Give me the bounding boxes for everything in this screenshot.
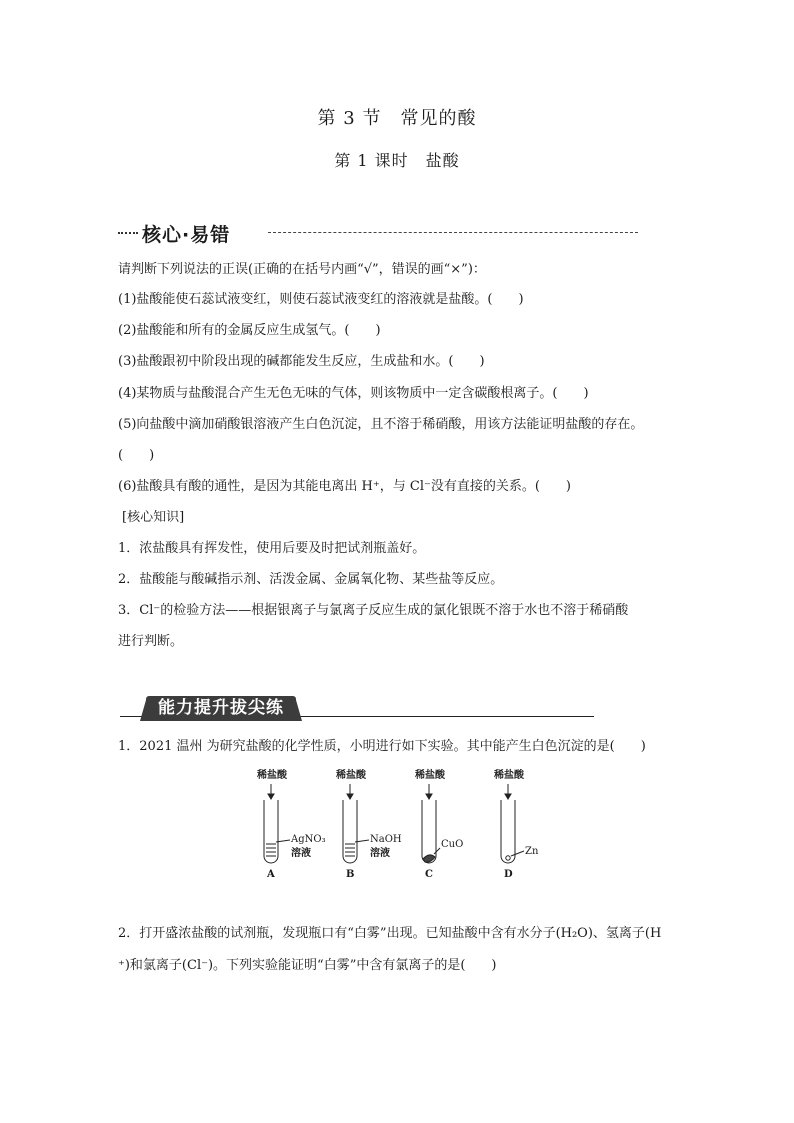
tube-d-reagent: Zn: [525, 846, 539, 857]
knowledge-item-1: 1．浓盐酸具有挥发性，使用后要及时把试剂瓶盖好。: [118, 541, 426, 556]
tube-b-letter: B: [346, 869, 355, 880]
statement-6: (6)盐酸具有酸的通性，是因为其能电离出 H⁺，与 Cl⁻没有直接的关系。( ): [118, 479, 571, 494]
test-tube-drawing: [240, 768, 570, 883]
knowledge-item-3-cont: 进行判断。: [118, 634, 184, 649]
page-title: 第 3 节 常见的酸: [317, 108, 477, 129]
question-2-line-2: ⁺)和氯离子(Cl⁻)。下列实验能证明“白雾”中含有氯离子的是( ): [118, 958, 497, 973]
knowledge-item-2: 2．盐酸能与酸碱指示剂、活泼金属、金属氧化物、某些盐等反应。: [118, 572, 504, 587]
tube-c-reagent: CuO: [441, 839, 464, 850]
question-1: 1．2021 温州 为研究盐酸的化学性质，小明进行如下实验。其中能产生白色沉淀的是( ): [118, 739, 646, 754]
core-intro: 请判断下列说法的正误(正确的在括号内画“√”，错误的画“×”)：: [118, 262, 486, 277]
section-ability-header: [120, 696, 594, 722]
section-leader-dots: [118, 232, 138, 234]
section-core-label: 核心·易错: [142, 224, 231, 246]
tube-d-acid-label: 稀盐酸: [494, 770, 524, 781]
tube-b-acid-label: 稀盐酸: [336, 770, 366, 781]
lesson-subtitle: 第 1 课时 盐酸: [334, 151, 460, 170]
knowledge-item-3: 3．Cl⁻的检验方法——根据银离子与氯离子反应生成的氯化银既不溶于水也不溶于稀硝酸: [118, 603, 629, 618]
tube-b-reagent-solution: 溶液: [370, 848, 390, 859]
tube-a-letter: A: [267, 869, 275, 880]
test-tube-figure: [240, 768, 570, 883]
statement-5: (5)向盐酸中滴加硝酸银溶液产生白色沉淀，且不溶于稀硝酸，用该方法能证明盐酸的存在。: [118, 417, 644, 432]
section-dashed-rule: [268, 232, 638, 233]
tube-c-letter: C: [425, 869, 433, 880]
statement-5-bracket: ( ): [118, 448, 155, 463]
knowledge-heading: [核心知识]: [122, 510, 185, 525]
tube-a-reagent-solution: 溶液: [291, 848, 311, 859]
statement-2: (2)盐酸能和所有的金属反应生成氢气。( ): [118, 323, 381, 338]
section-core-header: [118, 220, 638, 246]
tube-a-acid-label: 稀盐酸: [257, 770, 287, 781]
tube-a-reagent: AgNO₃: [291, 834, 326, 845]
statement-4: (4)某物质与盐酸混合产生无色无味的气体，则该物质中一定含碳酸根离子。( ): [118, 386, 589, 401]
section-ability-label: 能力提升拔尖练: [146, 696, 296, 721]
tube-d-letter: D: [504, 869, 513, 880]
statement-1: (1)盐酸能使石蕊试液变红，则使石蕊试液变红的溶液就是盐酸。( ): [118, 292, 524, 307]
statement-3: (3)盐酸跟初中阶段出现的碱都能发生反应，生成盐和水。( ): [118, 354, 485, 369]
tube-c-acid-label: 稀盐酸: [415, 770, 445, 781]
question-2-line-1: 2．打开盛浓盐酸的试剂瓶，发现瓶口有“白雾”出现。已知盐酸中含有水分子(H₂O)、氢离子(H: [118, 926, 662, 941]
tube-b-reagent: NaOH: [370, 834, 402, 845]
